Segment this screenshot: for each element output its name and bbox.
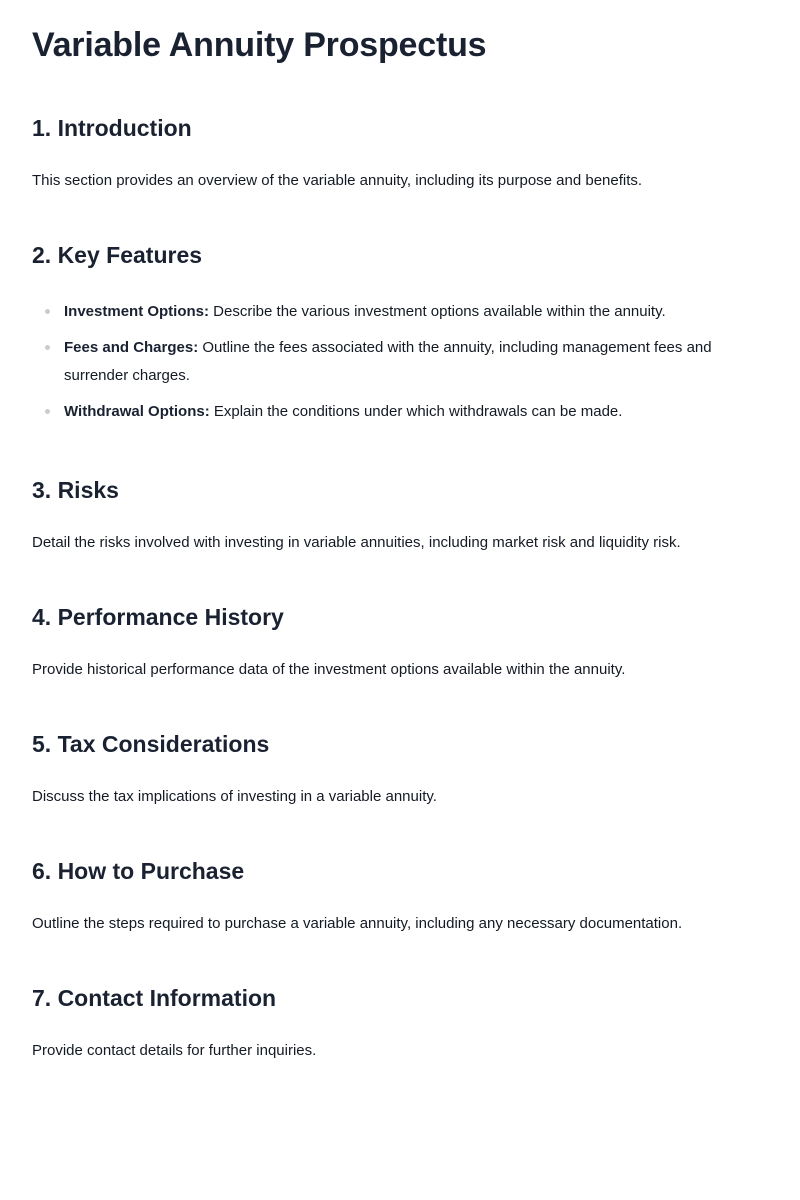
section-heading: 6. How to Purchase [32, 858, 245, 884]
list-item [64, 334, 768, 390]
list-item-text: Explain the conditions under which withdrawals can be made. [209, 403, 623, 420]
section-performance-history [32, 603, 768, 680]
section-heading: 1. Introduction [32, 115, 192, 141]
section-risks [32, 476, 768, 553]
list-item [64, 298, 768, 326]
section-key-features [32, 241, 768, 426]
section-body: This section provides an overview of the variable annuity, including its purpose and benefits. [32, 172, 643, 189]
list-item-label: Investment Options: [64, 303, 210, 320]
section-tax-considerations [32, 730, 768, 807]
list-item-text: Describe the various investment options available within the annuity. [209, 303, 666, 320]
list-item-text: Outline the fees associated with the annuity, including management fees and surrender charges. [64, 339, 712, 384]
list-item-label: Fees and Charges: [64, 339, 199, 356]
section-introduction [32, 114, 768, 191]
section-body: Discuss the tax implications of investing in a variable annuity. [32, 788, 437, 805]
section-body: Outline the steps required to purchase a variable annuity, including any necessary documentation. [32, 915, 683, 932]
key-features-list [32, 298, 768, 426]
section-contact-information [32, 984, 768, 1061]
list-item [64, 398, 768, 426]
section-heading: 3. Risks [32, 477, 119, 503]
section-heading: 4. Performance History [32, 604, 284, 630]
section-how-to-purchase [32, 857, 768, 934]
section-body: Detail the risks involved with investing in variable annuities, including market risk and liquidity risk. [32, 534, 681, 551]
section-body: Provide historical performance data of the investment options available within the annuity. [32, 661, 626, 678]
section-heading: 7. Contact Information [32, 985, 277, 1011]
list-item-label: Withdrawal Options: [64, 403, 210, 420]
section-body: Provide contact details for further inquiries. [32, 1042, 317, 1059]
document-title: Variable Annuity Prospectus [32, 26, 487, 64]
section-heading: 5. Tax Considerations [32, 731, 270, 757]
section-heading: 2. Key Features [32, 242, 203, 268]
